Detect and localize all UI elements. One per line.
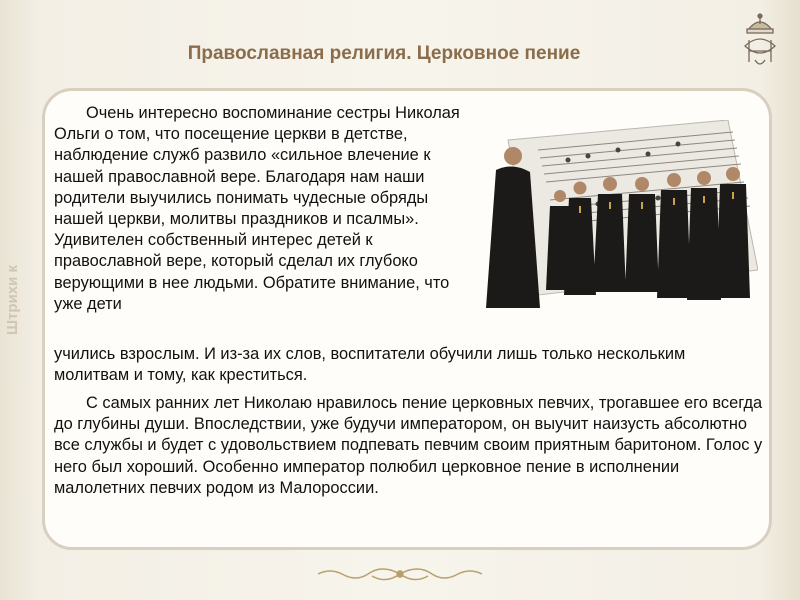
paragraph-3-text: С самых ранних лет Николаю нравилось пение церковных певчих, трогавшее его всегда до глубины души. Впоследствии, уже будучи императором, он выучит наизусть абсолютно все службы и будет с удовольствием подпевать певчим своим приятным баритоном. Голос у него был хороший. Особенно император полюбил церковное пение в исполнении малолетних певчих родом из Малороссии. [54,394,763,497]
slide-title: Православная религия. Церковное пение [187,43,581,64]
imperial-crown-monogram-icon [735,10,785,72]
paragraph-1 [54,103,469,315]
paragraph-3 [54,393,774,499]
decorative-flourish-divider [312,562,488,586]
paragraph-2: учились взрослым. И из-за их слов, воспитатели обучили лишь только нескольким молитвам и тому, как креститься. [54,345,686,385]
paragraph-1-text: Очень интересно воспоминание сестры Николая Ольги о том, что посещение церкви в детстве, наблюдение служб развило «сильное влечение к нашей православной вере. Благодаря нам наши родители выучились понимать чудесные обряды нашей церкви, молитвы праздников и псалмы». Удивителен собственный интерес детей к православной вере, который сделал их глубоко верующими в нее людьми. Обратите внимание, что уже дети [54,104,460,313]
church-choir-photo [478,120,758,310]
